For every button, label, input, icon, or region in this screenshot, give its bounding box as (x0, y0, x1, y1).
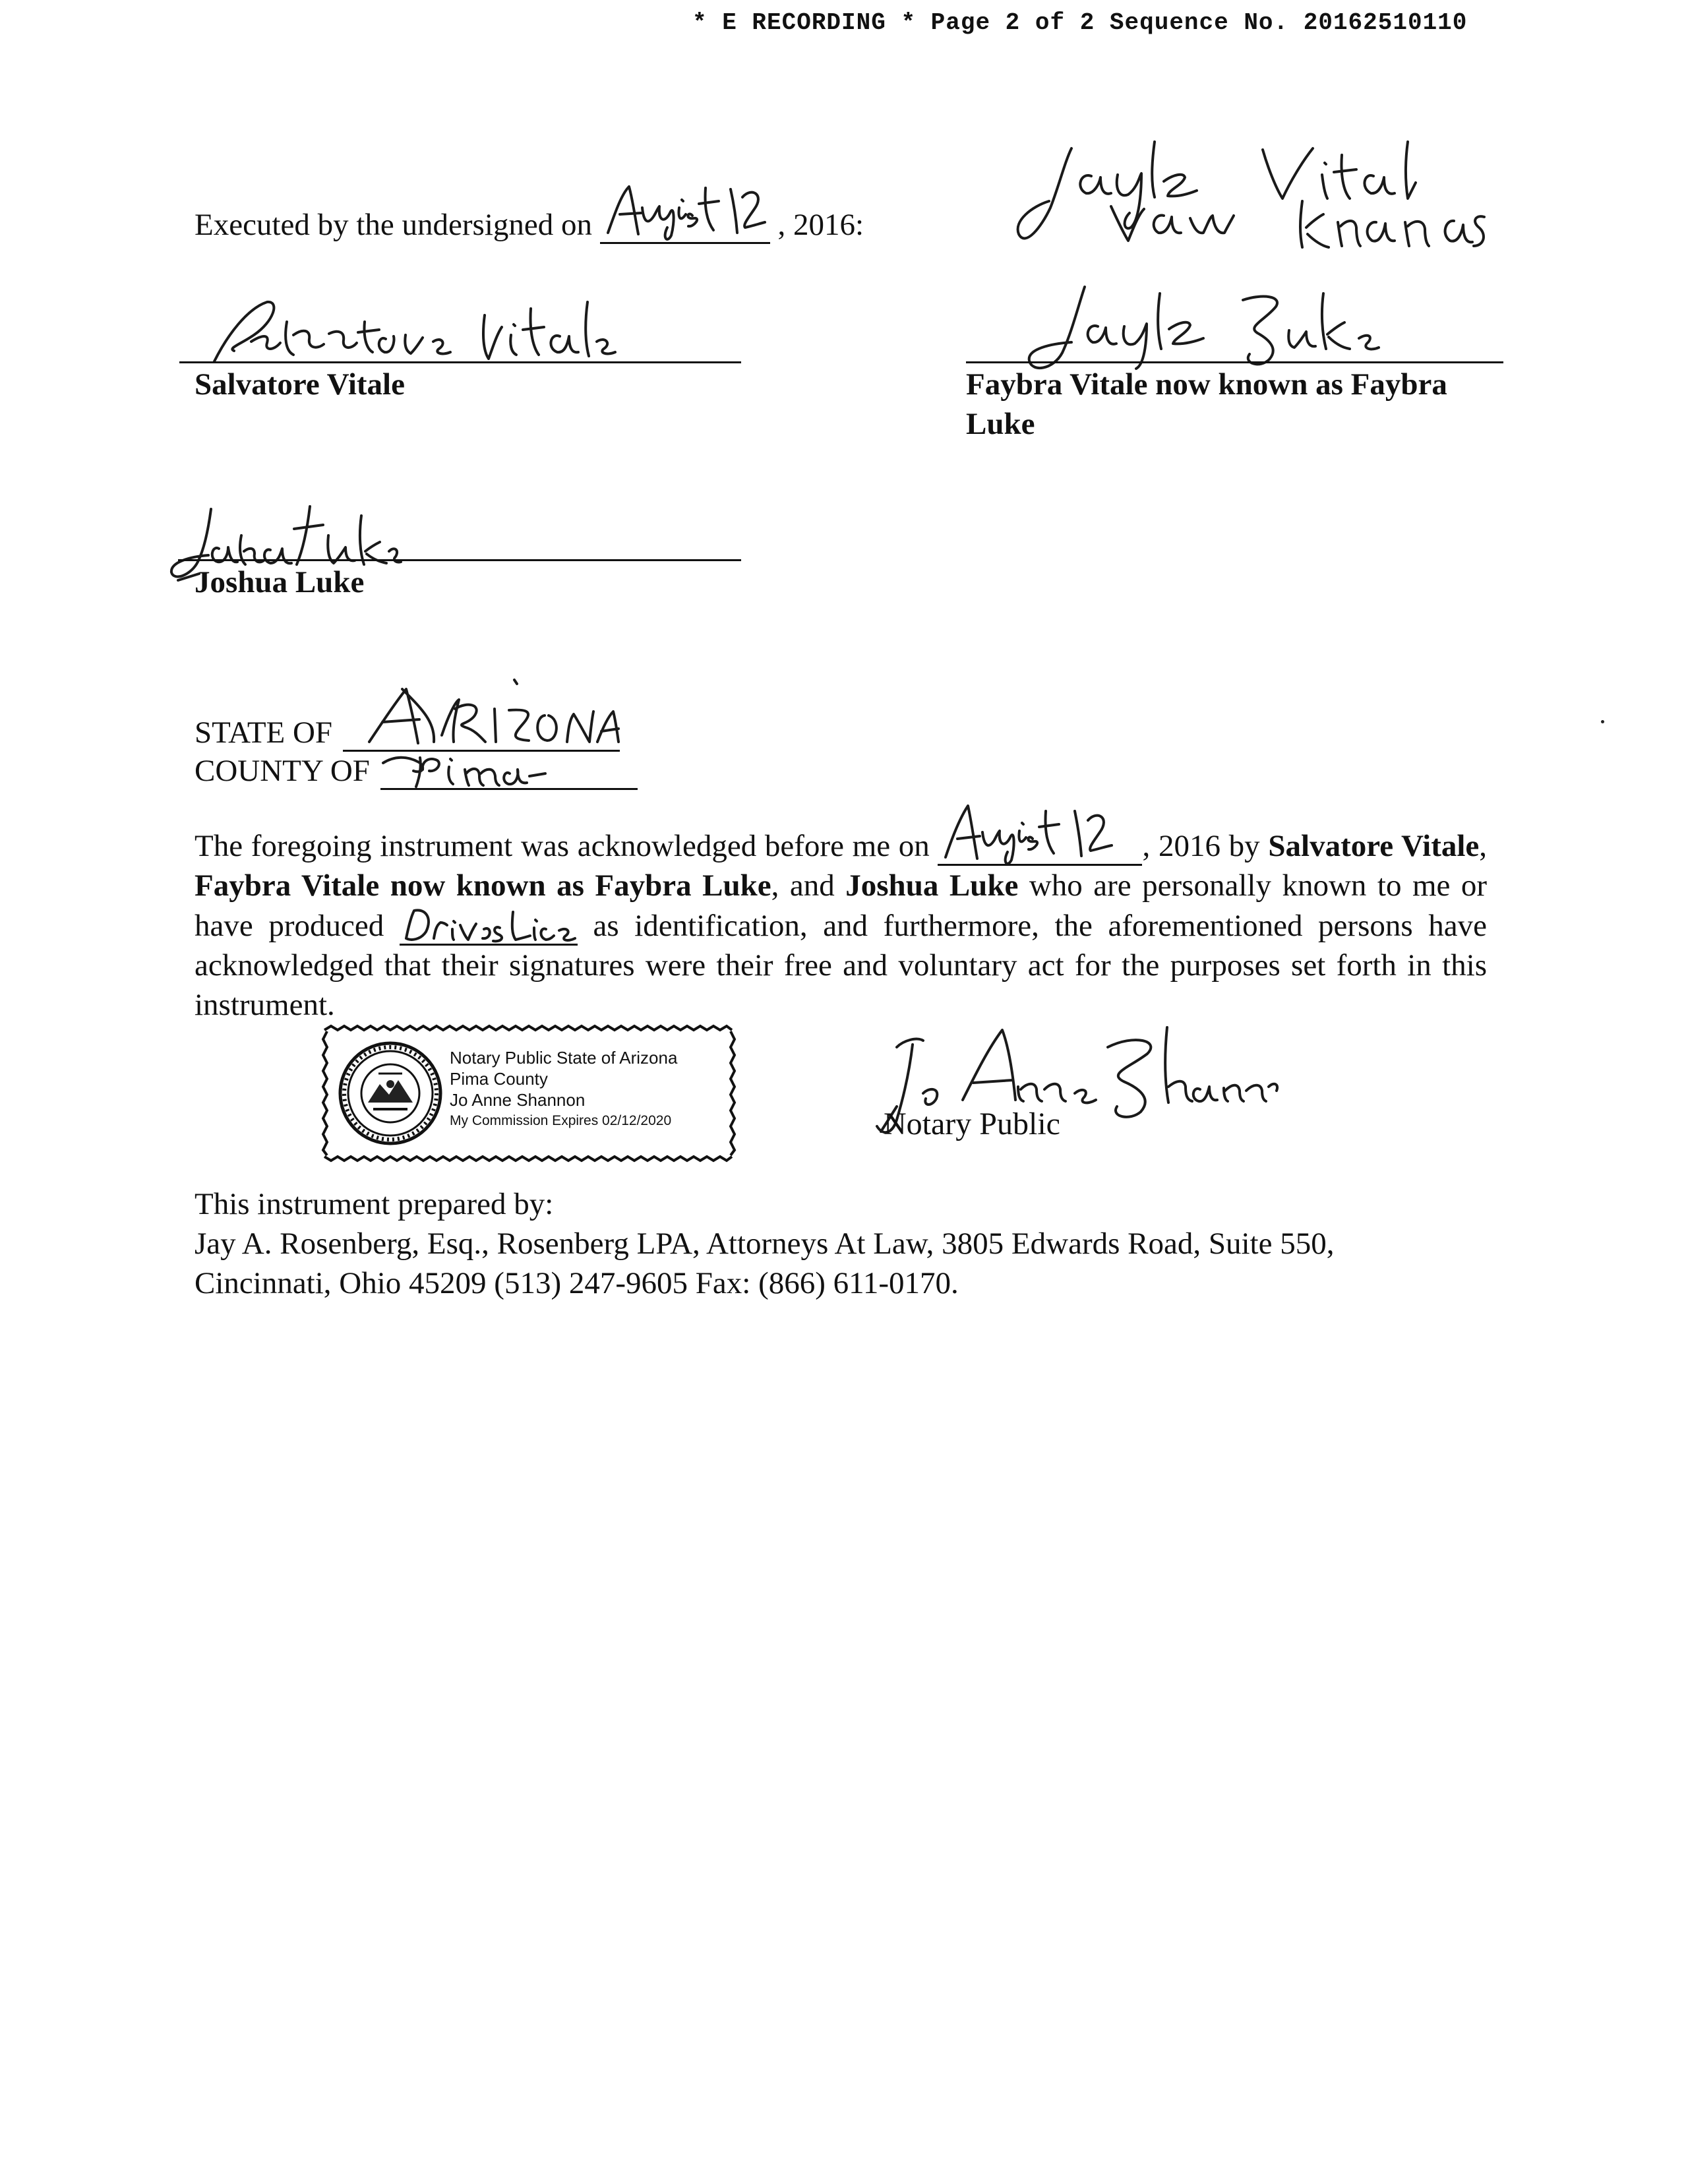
county-label: COUNTY OF (195, 754, 370, 788)
joshua-name: Joshua Luke (195, 565, 365, 599)
execution-date-field (600, 209, 770, 244)
stray-dot-mark (1601, 720, 1604, 723)
stamp-line-3: Jo Anne Shannon (450, 1090, 586, 1110)
faybra-signature-line (966, 361, 1503, 363)
stamp-line-1: Notary Public State of Arizona (450, 1048, 678, 1068)
execution-prefix: Executed by the undersigned on (195, 208, 592, 242)
stamp-text (450, 1047, 677, 1132)
county-field (380, 755, 638, 790)
acknowledgment-paragraph (195, 826, 1487, 1025)
salvatore-signature-line (179, 361, 741, 363)
prepared-by-line-2: Cincinnati, Ohio 45209 (513) 247-9605 Fax: (866) 611-0170. (195, 1266, 959, 1300)
prepared-by-label: This instrument prepared by: (195, 1187, 554, 1221)
ack-name-joshua: Joshua Luke (845, 868, 1019, 903)
ack-text-2: , 2016 by (1142, 829, 1260, 863)
county-handwriting (380, 750, 552, 789)
ack-date-handwriting (939, 798, 1137, 864)
salvatore-name: Salvatore Vitale (195, 367, 405, 402)
ack-text-4: as identification, and furthermore, the aforementioned persons have acknowledged that their signatures were their free and voluntary act for the purposes set forth in this instrument. (195, 909, 1487, 1022)
ack-date-field (938, 826, 1142, 866)
state-field (343, 717, 620, 752)
faybra-signature (1012, 280, 1381, 373)
margin-handwritten-note (1012, 135, 1487, 267)
ack-sep-2: , and (771, 868, 835, 903)
recording-header: * E RECORDING * Page 2 of 2 Sequence No. 20162510110 (692, 9, 1468, 36)
state-handwriting (356, 676, 620, 748)
prepared-by-line-1: Jay A. Rosenberg, Esq., Rosenberg LPA, Attorneys At Law, 3805 Edwards Road, Suite 550, (195, 1227, 1335, 1261)
ack-id-field (400, 905, 578, 946)
faybra-name-line2: Luke (966, 407, 1035, 441)
state-label: STATE OF (195, 715, 333, 750)
execution-line (195, 206, 864, 244)
ack-text-1: The foregoing instrument was acknowledged before me on (195, 829, 930, 863)
state-row (195, 713, 620, 752)
notary-stamp (318, 1021, 740, 1166)
joshua-signature-line (178, 559, 741, 561)
faybra-name-line1: Faybra Vitale now known as Faybra (966, 367, 1447, 402)
stamp-line-2: Pima County (450, 1069, 548, 1089)
ack-sep-1: , (1479, 829, 1488, 863)
ack-name-faybra: Faybra Vitale now known as Faybra Luke (195, 868, 771, 903)
stamp-line-4: My Commission Expires 02/12/2020 (450, 1113, 672, 1128)
execution-suffix: , 2016: (777, 208, 864, 242)
ack-text-3: who are personally known to me or have produced (195, 868, 1488, 943)
prepared-by-block (195, 1184, 1334, 1303)
ack-id-handwriting (400, 905, 578, 945)
state-seal-icon (340, 1043, 440, 1143)
notary-public-label: Notary Public (884, 1107, 1060, 1141)
execution-date-handwriting (601, 175, 766, 241)
county-row (195, 752, 638, 790)
ack-name-salvatore: Salvatore Vitale (1268, 829, 1480, 863)
